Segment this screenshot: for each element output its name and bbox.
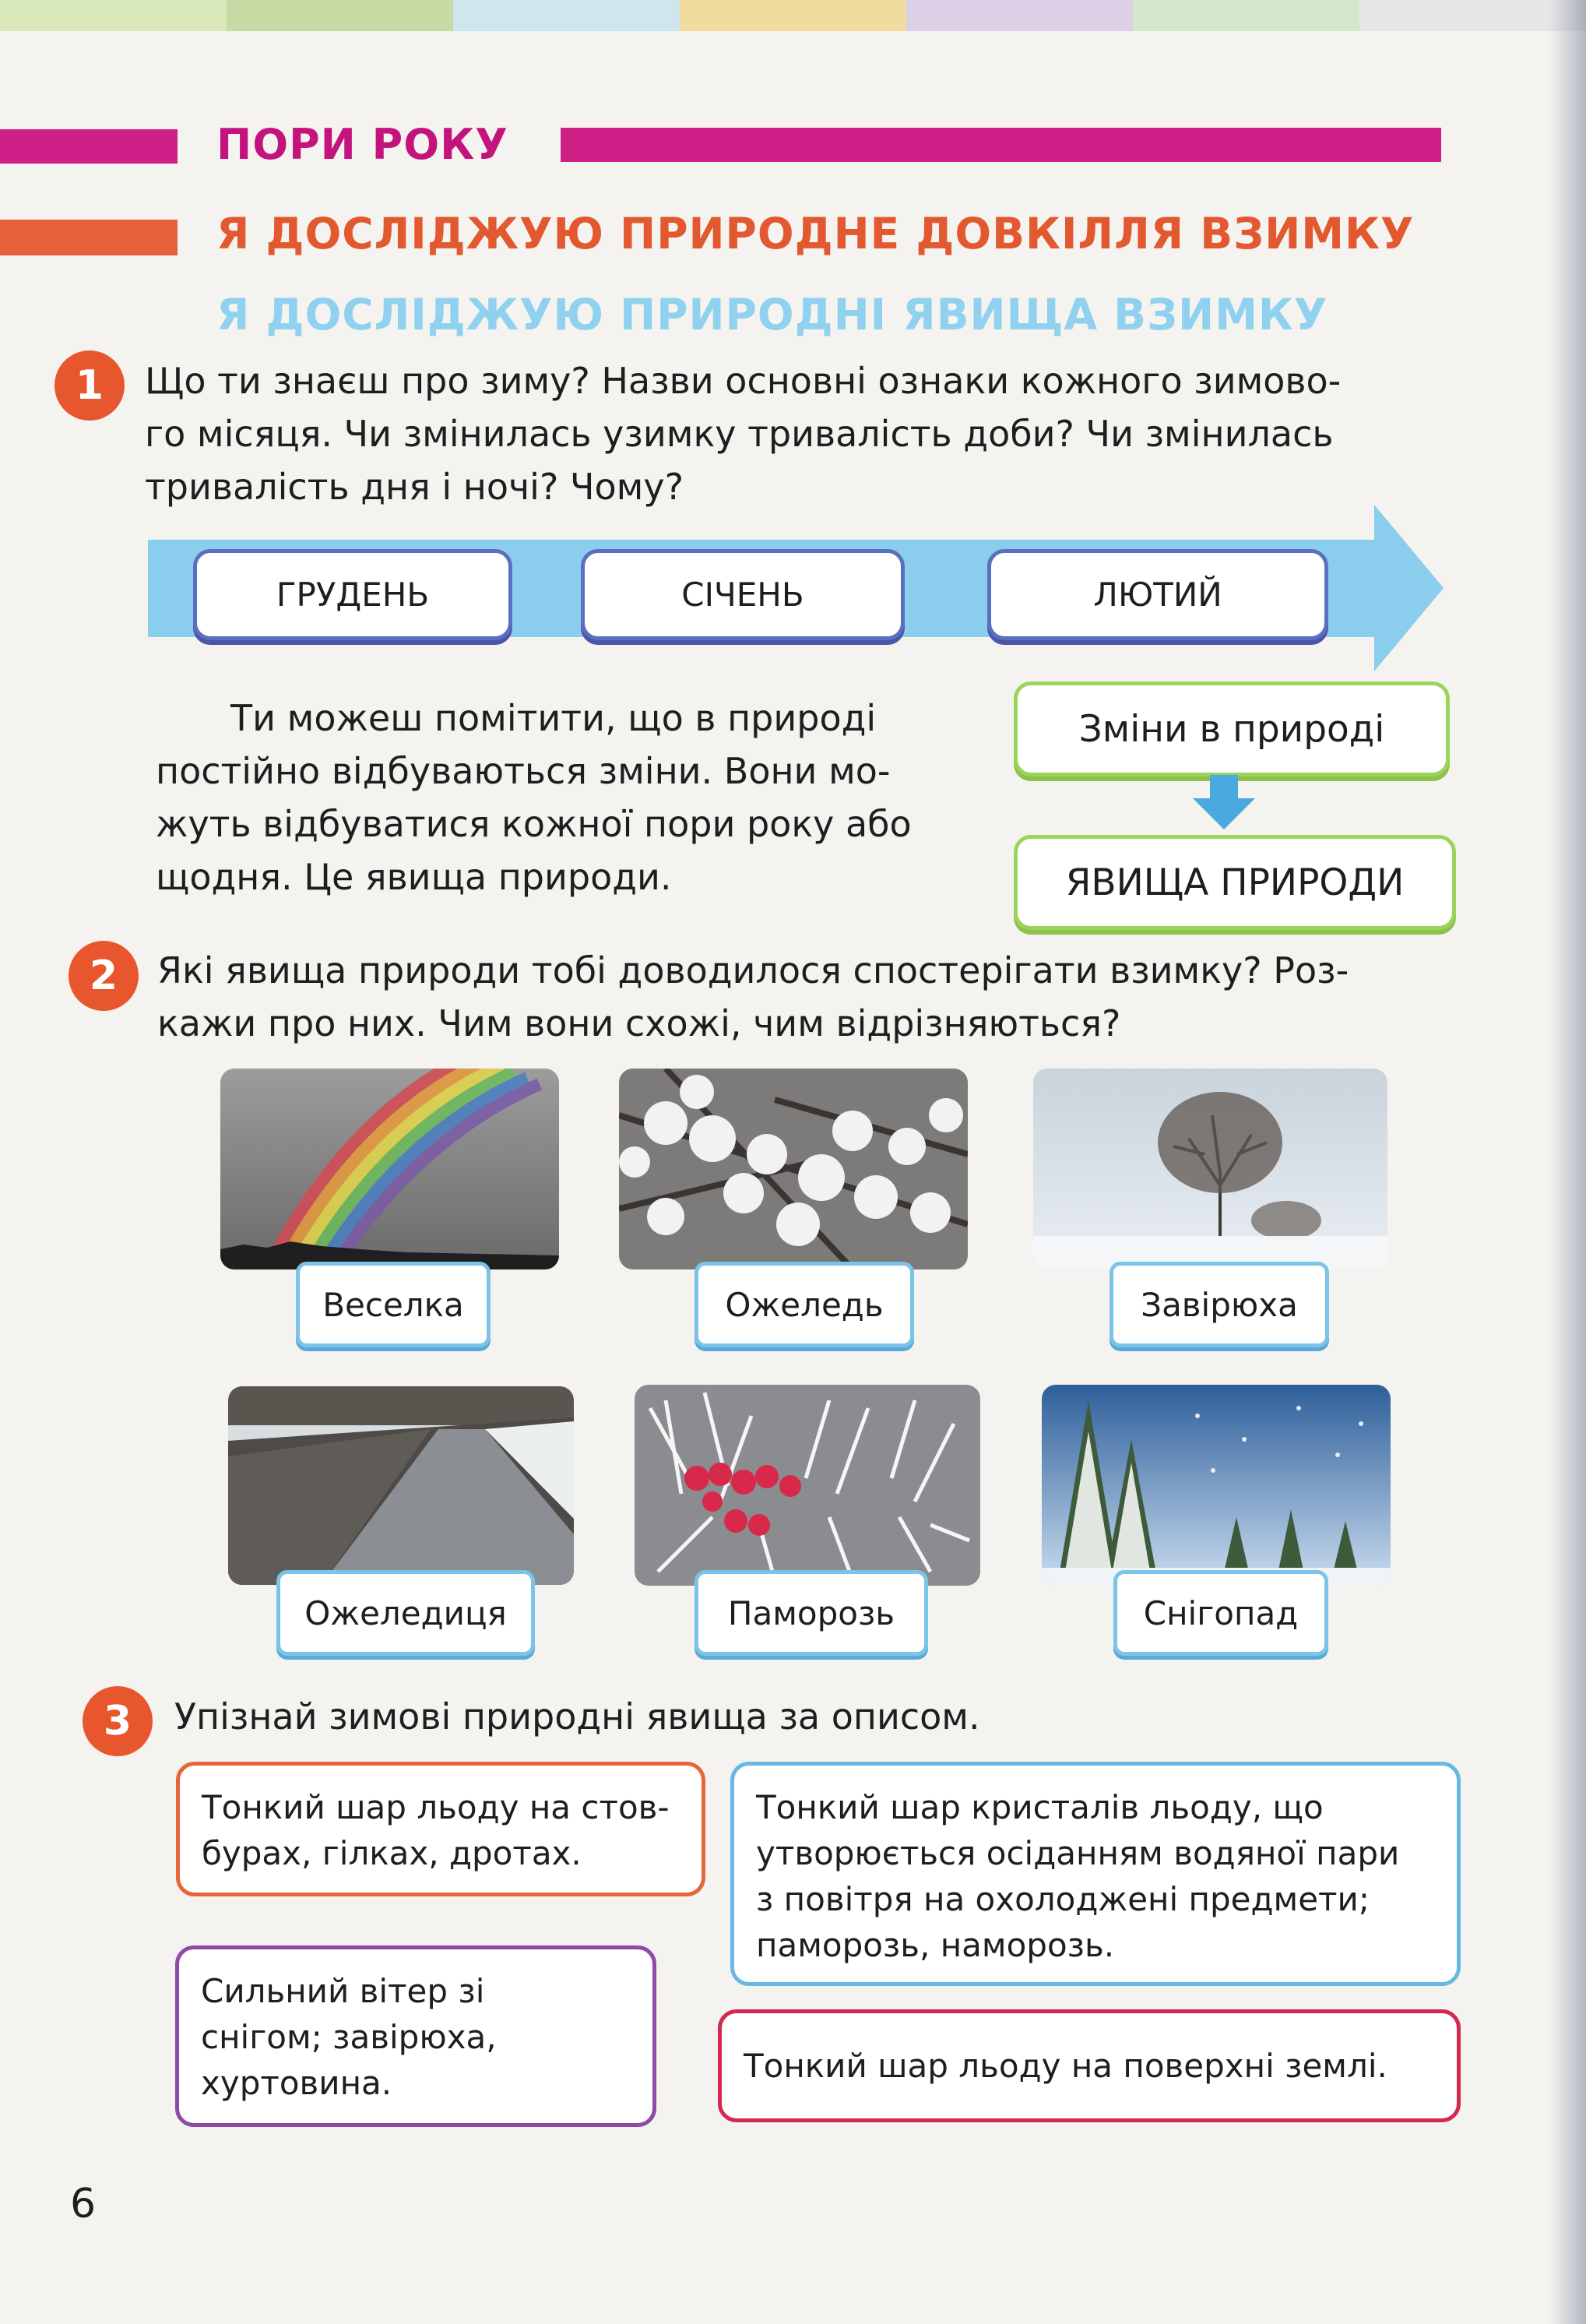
month-december: ГРУДЕНЬ [193, 549, 512, 640]
hoarfrost-photo [635, 1385, 980, 1586]
task3-instruction: Упізнай зимові природні явища за описом. [174, 1695, 980, 1738]
section-title: ПОРИ РОКУ [216, 120, 508, 169]
task2-text [157, 944, 1450, 1050]
snowfall-photo [1042, 1385, 1391, 1586]
top-color-strip [0, 0, 1586, 31]
changes-in-nature-box: Зміни в природі [1014, 681, 1450, 776]
month-february: ЛЮТИЙ [987, 549, 1328, 640]
label-hoarfrost: Паморозь [695, 1570, 928, 1656]
card-line: Тонкий шар кристалів льоду, що [756, 1788, 1324, 1826]
card-line: паморозь, наморозь. [756, 1926, 1115, 1964]
card-line: снігом; завірюха, [201, 2018, 497, 2056]
task1-line: Що ти знаєш про зиму? Назви основні ознаки кожного зимово- [145, 360, 1342, 402]
black-ice-photo [228, 1386, 574, 1585]
task-number-1: 1 [55, 350, 125, 421]
rainbow-photo [220, 1069, 559, 1269]
card-line: утворюється осіданням водяної пари [756, 1834, 1400, 1872]
description-card-4 [718, 2009, 1461, 2122]
label-blizzard: Завірюха [1109, 1262, 1329, 1347]
title-bar-right [561, 128, 1441, 162]
glaze-photo [619, 1069, 968, 1269]
description-card-1 [176, 1762, 705, 1896]
info-line: жуть відбуватися кожної пори року або [156, 803, 912, 845]
label-rainbow: Веселка [296, 1262, 491, 1347]
page-number: 6 [70, 2181, 97, 2227]
subtitle-secondary: Я ДОСЛІДЖУЮ ПРИРОДНІ ЯВИЩА ВЗИМКУ [216, 290, 1328, 340]
page-edge-shadow [1549, 0, 1586, 2324]
info-line: постійно відбуваються зміни. Вони мо- [156, 750, 891, 792]
task2-line: Які явища природи тобі доводилося спостерігати взимку? Роз- [157, 949, 1349, 991]
label-snowfall: Снігопад [1113, 1570, 1328, 1656]
description-card-2 [730, 1762, 1461, 1986]
task1-line: тривалість дня і ночі? Чому? [145, 466, 684, 508]
task1-text [145, 354, 1445, 513]
label-glaze: Ожеледь [695, 1262, 914, 1347]
down-arrow-icon [1193, 775, 1255, 829]
card-line: хуртовина. [201, 2064, 392, 2102]
nature-phenomena-box: ЯВИЩА ПРИРОДИ [1014, 835, 1456, 930]
card-line: Тонкий шар льоду на поверхні землі. [744, 2047, 1387, 2085]
subtitle-main: Я ДОСЛІДЖУЮ ПРИРОДНЕ ДОВКІЛЛЯ ВЗИМКУ [216, 209, 1415, 259]
task-number-3: 3 [83, 1686, 153, 1756]
task1-line: го місяця. Чи змінилась узимку тривалість доби? Чи змінилась [145, 413, 1334, 455]
month-january: СІЧЕНЬ [581, 549, 905, 640]
info-paragraph [156, 692, 969, 903]
card-line: Сильний вітер зі [201, 1972, 485, 2010]
task-number-2: 2 [69, 941, 139, 1011]
label-black-ice: Ожеледиця [276, 1570, 535, 1656]
card-line: з повітря на охолоджені предмети; [756, 1880, 1370, 1918]
info-line: Ти можеш помітити, що в природі [230, 697, 877, 739]
info-line: щодня. Це явища природи. [156, 856, 672, 898]
card-line: бурах, гілках, дротах. [202, 1834, 582, 1872]
blizzard-photo [1033, 1069, 1387, 1269]
title-bar-left [0, 129, 178, 164]
description-card-3 [175, 1945, 656, 2127]
card-line: Тонкий шар льоду на стов- [202, 1788, 670, 1826]
subtitle-bar [0, 220, 178, 255]
task2-line: кажи про них. Чим вони схожі, чим відрізняються? [157, 1002, 1121, 1044]
